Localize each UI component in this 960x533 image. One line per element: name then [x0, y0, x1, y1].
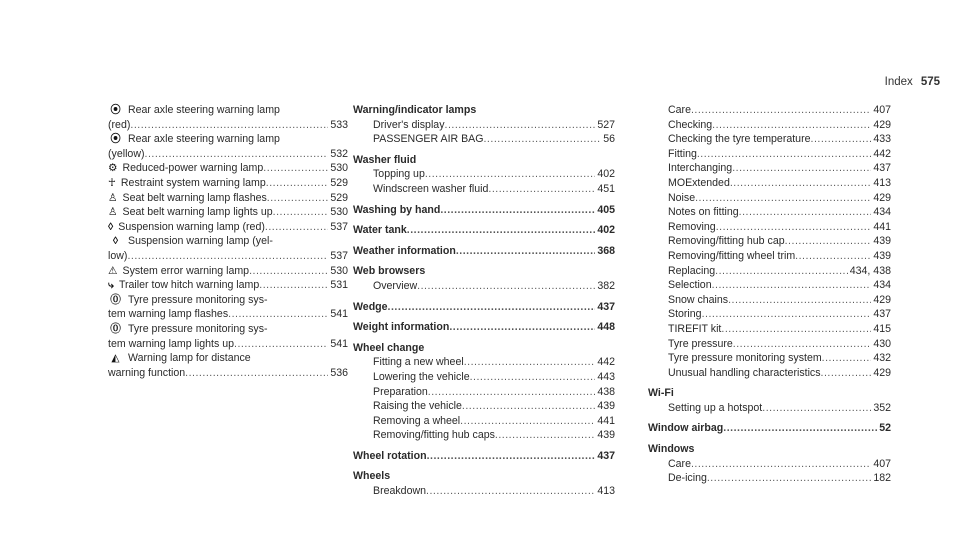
page-reference[interactable]: 52: [879, 422, 891, 435]
index-entry[interactable]: [648, 147, 891, 162]
index-entry[interactable]: [648, 176, 891, 191]
index-entry[interactable]: [108, 191, 348, 206]
entry-text: warning function: [108, 366, 186, 379]
seat-belt-icon: ♙: [108, 206, 118, 219]
index-entry[interactable]: [648, 161, 891, 176]
index-entry[interactable]: [648, 337, 891, 352]
leader-dots: [445, 118, 596, 133]
leader-dots: [273, 205, 329, 220]
entry-text: Wedge: [353, 300, 388, 313]
page-reference[interactable]: 434: [873, 206, 891, 219]
index-entry[interactable]: [353, 279, 615, 294]
leader-dots: [716, 220, 872, 235]
entry-text: Warning/indicator lamps: [353, 104, 477, 116]
page-reference[interactable]: 182: [873, 472, 891, 485]
page-reference[interactable]: 434, 438: [849, 264, 891, 277]
page-reference[interactable]: 413: [873, 176, 891, 189]
leader-dots: [495, 428, 595, 443]
entry-text: Suspension warning lamp (yel-: [128, 235, 273, 248]
leader-dots: [440, 203, 595, 218]
index-entry[interactable]: [108, 366, 348, 381]
page-reference[interactable]: 527: [597, 118, 615, 131]
leader-dots: [723, 421, 877, 436]
index-heading[interactable]: [353, 300, 615, 315]
page-reference[interactable]: 413: [597, 485, 615, 498]
leader-dots: [691, 103, 871, 118]
leader-dots: [427, 449, 596, 464]
leader-dots: [266, 176, 329, 191]
index-entry[interactable]: [648, 293, 891, 308]
index-entry[interactable]: [108, 205, 348, 220]
trailer-hitch-icon: ⤷: [108, 279, 114, 292]
leader-dots: [259, 278, 328, 293]
page-reference[interactable]: 382: [597, 279, 615, 292]
index-heading[interactable]: [353, 203, 615, 218]
seat-belt-icon: ♙: [108, 191, 118, 204]
index-entry[interactable]: [108, 176, 348, 191]
entry-text: Raising the vehicle: [373, 400, 462, 413]
index-entry: [108, 234, 348, 249]
entry-text: Seat belt warning lamp flashes: [122, 191, 267, 204]
leader-dots: [407, 223, 596, 238]
entry-text: Rear axle steering warning lamp: [128, 133, 280, 146]
entry-text: Washing by hand: [353, 203, 441, 216]
leader-dots: [721, 322, 871, 337]
page-reference[interactable]: 442: [597, 356, 615, 369]
entry-text: Care: [668, 457, 691, 470]
leader-dots: [127, 249, 328, 264]
page-reference[interactable]: 439: [597, 400, 615, 413]
entry-text: Washer fluid: [353, 153, 417, 166]
leader-dots: [460, 414, 595, 429]
page-reference[interactable]: 537: [330, 249, 348, 262]
page-reference[interactable]: 434: [873, 279, 891, 292]
leader-dots: [426, 484, 595, 499]
index-entry[interactable]: [648, 307, 891, 322]
page-reference[interactable]: 530: [330, 206, 348, 219]
page-reference[interactable]: 407: [873, 104, 891, 116]
entry-text: MOExtended: [668, 176, 730, 189]
page-reference[interactable]: 402: [597, 168, 615, 181]
index-heading: [353, 469, 615, 484]
page-reference[interactable]: 368: [597, 244, 615, 257]
leader-dots: [785, 234, 872, 249]
entry-text: Web browsers: [353, 265, 426, 278]
entry-text: Wheel rotation: [353, 449, 427, 462]
page-reference[interactable]: 443: [597, 370, 615, 383]
page-reference[interactable]: 529: [330, 191, 348, 204]
index-entry[interactable]: [648, 264, 891, 279]
index-entry[interactable]: [353, 355, 615, 370]
entry-text: De-icing: [668, 472, 707, 485]
leader-dots: [697, 147, 871, 162]
leader-dots: [730, 176, 871, 191]
entry-text: Topping up: [373, 168, 425, 181]
entry-text: TIREFIT kit: [668, 322, 722, 335]
entry-text: Selection: [668, 279, 712, 292]
index-entry[interactable]: [353, 428, 615, 443]
index-entry[interactable]: [108, 220, 348, 235]
leader-dots: [712, 278, 872, 293]
tyre-pressure-icon: ⓪: [110, 293, 121, 306]
reduced-power-icon: ⚙: [108, 162, 118, 175]
page-reference[interactable]: 530: [330, 162, 348, 175]
leader-dots: [795, 249, 871, 264]
entry-text: Replacing: [668, 264, 716, 277]
index-column-3: [648, 103, 891, 486]
index-heading: [648, 442, 891, 457]
index-heading[interactable]: [353, 449, 615, 464]
distance-warning-icon: ◭: [111, 352, 120, 365]
entry-text: (yellow): [108, 147, 145, 160]
index-entry[interactable]: [353, 370, 615, 385]
index-entry: [108, 132, 348, 147]
page-reference[interactable]: 529: [330, 176, 348, 189]
entry-text: Wheel change: [353, 341, 425, 354]
rear-axle-steering-icon: ⦿: [110, 133, 121, 146]
index-entry[interactable]: [353, 385, 615, 400]
leader-dots: [762, 401, 871, 416]
entry-text: Suspension warning lamp (red): [118, 220, 265, 233]
index-heading[interactable]: [353, 244, 615, 259]
page-reference[interactable]: 438: [597, 385, 615, 398]
index-entry[interactable]: [648, 234, 891, 249]
entry-text: Removing/fitting hub cap: [668, 235, 785, 248]
entry-text: Reduced-power warning lamp: [122, 162, 264, 175]
index-heading[interactable]: [353, 223, 615, 238]
page-reference[interactable]: 415: [873, 322, 891, 335]
entry-text: Noise: [668, 191, 696, 204]
leader-dots: [234, 337, 328, 352]
index-entry[interactable]: [108, 249, 348, 264]
leader-dots: [267, 191, 329, 206]
leader-dots: [715, 264, 848, 279]
page-reference[interactable]: 536: [330, 366, 348, 379]
leader-dots: [691, 457, 871, 472]
index-heading: [353, 341, 615, 356]
index-heading[interactable]: [648, 421, 891, 436]
index-heading: [353, 103, 615, 118]
page-reference[interactable]: 437: [597, 300, 615, 313]
index-column-2: [353, 103, 615, 499]
page-reference[interactable]: 532: [330, 147, 348, 160]
index-heading: [353, 264, 615, 279]
entry-text: Wheels: [353, 470, 391, 483]
page-reference[interactable]: 531: [330, 279, 348, 292]
index-entry[interactable]: [108, 264, 348, 279]
leader-dots: [702, 307, 872, 322]
entry-text: Unusual handling characteristics: [668, 366, 821, 379]
entry-text: tem warning lamp flashes: [108, 308, 229, 321]
entry-text: Removing/fitting wheel trim: [668, 249, 796, 262]
entry-text: Water tank: [353, 224, 407, 237]
entry-text: Wi-Fi: [648, 387, 674, 400]
index-entry: [108, 351, 348, 366]
index-entry[interactable]: [353, 182, 615, 197]
entry-text: Snow chains: [668, 293, 729, 306]
page-header: [885, 76, 940, 88]
page-reference[interactable]: 437: [597, 449, 615, 462]
page-reference[interactable]: 530: [330, 264, 348, 277]
page-reference[interactable]: 451: [597, 182, 615, 195]
leader-dots: [712, 118, 871, 133]
entry-text: Notes on fitting: [668, 206, 739, 219]
leader-dots: [488, 182, 595, 197]
index-entry[interactable]: [648, 457, 891, 472]
leader-dots: [739, 205, 872, 220]
leader-dots: [130, 118, 328, 133]
index-entry[interactable]: [648, 249, 891, 264]
page-reference[interactable]: 439: [873, 249, 891, 262]
entry-text: low): [108, 249, 128, 262]
entry-text: Trailer tow hitch warning lamp: [118, 279, 260, 292]
leader-dots: [695, 191, 871, 206]
entry-text: Tyre pressure monitoring system: [668, 352, 822, 365]
page-reference[interactable]: 442: [873, 147, 891, 160]
entry-text: Fitting a new wheel: [373, 356, 464, 369]
index-entry[interactable]: [648, 220, 891, 235]
index-entry[interactable]: [648, 351, 891, 366]
leader-dots: [425, 167, 595, 182]
entry-text: Removing a wheel: [373, 414, 461, 427]
leader-dots: [228, 307, 328, 322]
page-reference[interactable]: 430: [873, 337, 891, 350]
entry-text: (red): [108, 118, 131, 131]
page-reference[interactable]: 352: [873, 401, 891, 414]
entry-text: Overview: [373, 279, 418, 292]
page-reference[interactable]: 433: [873, 133, 891, 146]
index-entry[interactable]: [353, 118, 615, 133]
suspension-icon: ◊: [108, 220, 114, 233]
index-entry[interactable]: [353, 484, 615, 499]
index-entry[interactable]: [108, 337, 348, 352]
page-reference[interactable]: 439: [873, 235, 891, 248]
index-entry[interactable]: [108, 161, 348, 176]
restraint-system-icon: ☥: [108, 176, 116, 189]
entry-text: Rear axle steering warning lamp: [128, 104, 280, 116]
index-entry[interactable]: [108, 118, 348, 133]
page-reference[interactable]: 429: [873, 191, 891, 204]
index-entry[interactable]: [648, 191, 891, 206]
entry-text: Removing/fitting hub caps: [373, 429, 495, 442]
rear-axle-steering-icon: ⦿: [110, 104, 121, 116]
entry-text: Weather information: [353, 244, 456, 257]
index-entry[interactable]: [648, 132, 891, 147]
leader-dots: [185, 366, 328, 381]
page-reference[interactable]: 537: [330, 220, 348, 233]
leader-dots: [811, 132, 872, 147]
leader-dots: [707, 471, 871, 486]
page-reference[interactable]: 405: [597, 203, 615, 216]
entry-text: Care: [668, 104, 691, 116]
entry-text: Restraint system warning lamp: [120, 176, 266, 189]
index-entry[interactable]: [648, 278, 891, 293]
page-reference[interactable]: 441: [597, 414, 615, 427]
page-reference[interactable]: 437: [873, 308, 891, 321]
leader-dots: [249, 264, 328, 279]
entry-text: Checking: [668, 118, 713, 131]
index-entry[interactable]: [648, 205, 891, 220]
leader-dots: [456, 244, 596, 259]
leader-dots: [449, 320, 595, 335]
leader-dots: [733, 337, 872, 352]
entry-text: PASSENGER AIR BAG: [373, 133, 484, 146]
index-entry[interactable]: [353, 414, 615, 429]
page-reference[interactable]: 56: [603, 133, 615, 146]
leader-dots: [821, 366, 872, 381]
entry-text: Tyre pressure monitoring sys-: [128, 293, 268, 306]
index-entry[interactable]: [353, 132, 615, 147]
page-reference[interactable]: 402: [597, 224, 615, 237]
entry-text: Driver's display: [373, 118, 445, 131]
page-reference[interactable]: 541: [330, 337, 348, 350]
tyre-pressure-icon: ⓪: [110, 322, 121, 335]
leader-dots: [728, 293, 871, 308]
leader-dots: [732, 161, 871, 176]
index-heading: [353, 153, 615, 168]
entry-text: Storing: [668, 308, 702, 321]
entry-text: Lowering the vehicle: [373, 370, 470, 383]
entry-text: Preparation: [373, 385, 428, 398]
index-entry: [108, 103, 348, 118]
entry-text: Weight information: [353, 321, 450, 334]
index-heading[interactable]: [353, 320, 615, 335]
entry-text: Breakdown: [373, 485, 426, 498]
index-entry[interactable]: [108, 147, 348, 162]
entry-text: Windscreen washer fluid: [373, 182, 489, 195]
entry-text: Setting up a hotspot: [668, 401, 763, 414]
leader-dots: [464, 355, 596, 370]
leader-dots: [822, 351, 872, 366]
entry-text: Warning lamp for distance: [128, 352, 251, 365]
page-reference[interactable]: 541: [330, 308, 348, 321]
page-reference[interactable]: 407: [873, 457, 891, 470]
index-entry[interactable]: [108, 307, 348, 322]
entry-text: Checking the tyre temperature: [668, 133, 811, 146]
page-reference[interactable]: 429: [873, 366, 891, 379]
page-reference[interactable]: 429: [873, 293, 891, 306]
index-entry[interactable]: [648, 401, 891, 416]
leader-dots: [483, 132, 601, 147]
index-entry: [108, 322, 348, 337]
entry-text: Fitting: [668, 147, 697, 160]
page-reference[interactable]: 441: [873, 220, 891, 233]
leader-dots: [265, 220, 328, 235]
index-heading: [648, 386, 891, 401]
suspension-icon: ◊: [112, 235, 119, 248]
entry-text: System error warning lamp: [122, 264, 250, 277]
index-entry[interactable]: [353, 399, 615, 414]
entry-text: Tyre pressure monitoring sys-: [128, 322, 268, 335]
leader-dots: [417, 279, 595, 294]
entry-text: Window airbag: [648, 422, 724, 435]
page-reference[interactable]: 448: [597, 321, 615, 334]
leader-dots: [470, 370, 596, 385]
page-reference[interactable]: 533: [330, 118, 348, 131]
index-entry[interactable]: [648, 118, 891, 133]
page-reference[interactable]: 439: [597, 429, 615, 442]
index-entry[interactable]: [648, 471, 891, 486]
entry-text: Removing: [668, 220, 716, 233]
index-entry[interactable]: [648, 322, 891, 337]
leader-dots: [145, 147, 329, 162]
entry-text: Seat belt warning lamp lights up: [122, 206, 273, 219]
page-reference[interactable]: 429: [873, 118, 891, 131]
leader-dots: [462, 399, 595, 414]
index-entry: [108, 293, 348, 308]
leader-dots: [428, 385, 596, 400]
page-reference[interactable]: 437: [873, 162, 891, 175]
page-number: 575: [920, 76, 940, 88]
entry-text: Interchanging: [668, 162, 733, 175]
entry-text: Windows: [648, 443, 695, 456]
page-reference[interactable]: 432: [873, 352, 891, 365]
index-column-1: [108, 103, 348, 380]
leader-dots: [388, 300, 596, 315]
index-entry[interactable]: [648, 103, 891, 118]
index-entry[interactable]: [108, 278, 348, 293]
index-title: Index: [884, 76, 913, 88]
index-entry[interactable]: [648, 366, 891, 381]
leader-dots: [263, 161, 328, 176]
system-error-icon: ⚠: [108, 264, 118, 277]
index-entry[interactable]: [353, 167, 615, 182]
entry-text: tem warning lamp lights up: [108, 337, 235, 350]
entry-text: Tyre pressure: [668, 337, 733, 350]
